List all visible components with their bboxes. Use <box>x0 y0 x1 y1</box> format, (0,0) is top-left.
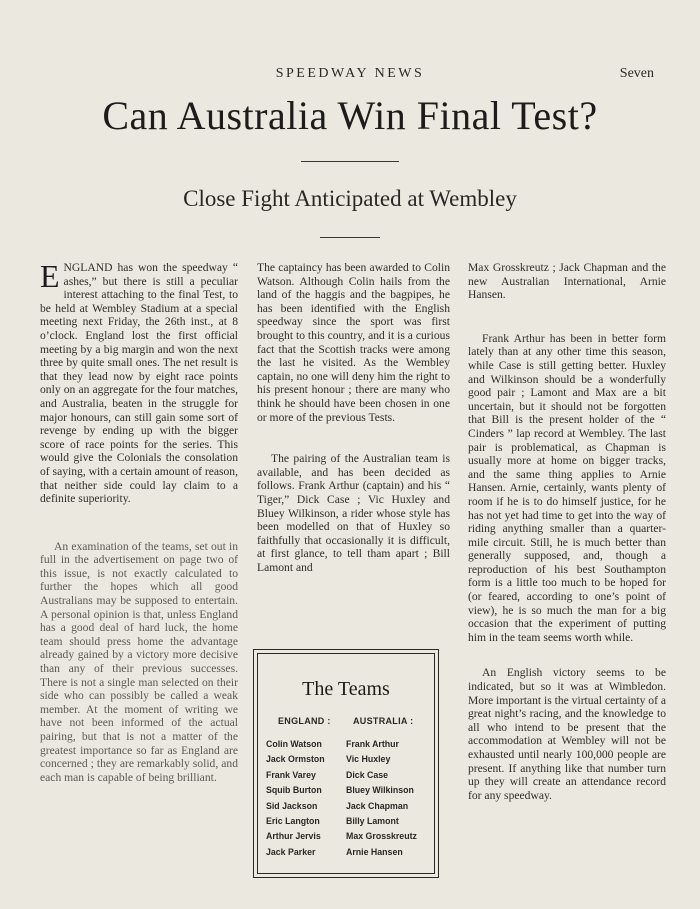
lead-in: NGLAND <box>63 261 113 274</box>
australia-rider: Dick Case <box>346 769 389 780</box>
column-3 <box>468 261 666 802</box>
subheadline: Close Fight Anticipated at Wembley <box>183 186 517 211</box>
australia-team-list <box>346 737 417 860</box>
column-3-paragraph-3: An English victory seems to be indicated, but so it was at Wimbledon. More important is the virtual certainty of a great night’s racing, and the knowledge to all who intend to be present that the accommodation at Wembley will not be exhausted until nearly 100,000 people are present. If anything like that number turn up they will create an attendance record for any speedway. <box>468 666 666 802</box>
england-rider: Jack Ormston <box>266 754 325 765</box>
australia-rider: Vic Huxley <box>346 754 391 765</box>
australia-rider: Billy Lamont <box>346 816 399 827</box>
england-rider: Eric Langton <box>266 816 320 827</box>
england-team-list <box>266 737 325 860</box>
england-rider: Sid Jackson <box>266 800 318 811</box>
england-rider: Arthur Jervis <box>266 831 321 842</box>
column-2 <box>257 261 450 574</box>
column-2-paragraph-1: The captaincy has been awarded to Colin Watson. Although Colin hails from the land of the haggis and the bagpipes, he has been identified with the English speedway since the sport was first brought to this country, and it is a curious fact that the Scottish tracks were among the last he visited. As the Wembley captain, no one will deny him the right to his present honour ; there are many who think he should have been chosen in one or more of the previous Tests. <box>257 261 450 424</box>
page-number: Seven <box>619 66 654 81</box>
column-2-paragraph-2: The pairing of the Australian team is available, and has been decided as follows. Frank Arthur (captain) and his “ Tiger,” Dick Case ; Vic Huxley and Bluey Wilkinson, a rider whose style has been modelled on that of Huxley so faithfully that occasionally it is difficult, at first glance, to tell tham apart ; Bill Lamont and <box>257 452 450 574</box>
australia-rider: Max Grosskreutz <box>346 831 417 842</box>
england-rider: Jack Parker <box>266 846 316 857</box>
australia-rider: Arnie Hansen <box>346 846 403 857</box>
england-header: ENGLAND : <box>278 716 331 726</box>
column-3-paragraph-1: Max Grosskreutz ; Jack Chapman and the new Australian International, Arnie Hansen. <box>468 261 666 302</box>
australia-rider: Bluey Wilkinson <box>346 785 414 796</box>
drop-cap: E <box>40 258 60 294</box>
running-head: SPEEDWAY NEWS <box>275 66 425 81</box>
column-1 <box>40 258 238 784</box>
australia-header: AUSTRALIA : <box>353 716 414 726</box>
paragraph-text: has won the speedway “ ashes,” but there is still a peculiar interest attaching to the final Test, to be held at Wembley Stadium at a special meeting next Friday, the 26th inst., at 8 o’clock. England lost the first official meeting by a big margin and won the next three by quite small ones. The net result is that they lead now by eight race points only on an aggregate for the four matches, and Australia, beaten in the struggle for major honours, can still gain some sort of revenge by ending up with the bigger score of race points for the series. This would give the Colonials the consolation of saying, with a certain amount of reason, that neither side could lay claim to a definite superiority. <box>40 261 238 506</box>
column-3-paragraph-2: Frank Arthur has been in better form lately than at any other time this season, while Case is still getting better. Huxley and Wilkinson should be a wonderfully good pair ; Lamont and Max are a bit uncertain, but it should not be forgotten that Bill is the present holder of the “ Cinders ” lap record at Wembley. The last pair is problematical, as Chapman is usually more at home on bigger tracks, and the same thing applies to Arnie Hansen. Arnie, certainly, wants plenty of room if he is to do himself justice, for he has not yet had time to get into the way of riding anything smaller than a quarter-mile circuit. Still, he is much better than generally supposed, and, though a reproduction of his best Southampton form is a little too much to be hoped for (or feared, according to one’s point of view), he is so much the man for a big occasion that the experiment of putting him in the team seems worth while. <box>468 331 666 644</box>
england-rider: Frank Varey <box>266 769 316 780</box>
column-1-paragraph-1 <box>40 258 238 506</box>
subheadline-rule <box>320 237 380 238</box>
teams-box <box>253 649 439 878</box>
column-1-paragraph-2: An examination of the teams, set out in full in the advertisement on page two of this issue, is not exactly calculated to further the hopes which all good Australians may be supposed to entertain. A personal opinion is that, unless England has a good deal of hard luck, the home team should press home the advantage already gained by a victory more decisive than any of their previous successes. There is not a single man selected on their side who can possibly be called a weak member. At the moment of writing we have not been informed of the actual pairing, but that is not a matter of the greatest importance so far as England are concerned ; they are remarkably solid, and each man is capable of being brilliant. <box>40 539 238 784</box>
teams-box-inner-border <box>257 653 435 874</box>
england-rider: Colin Watson <box>266 739 322 749</box>
australia-rider: Frank Arthur <box>346 739 399 749</box>
australia-rider: Jack Chapman <box>346 800 409 811</box>
headline: Can Australia Win Final Test? <box>102 93 598 138</box>
england-rider: Squib Burton <box>266 785 322 796</box>
headline-rule <box>301 161 399 162</box>
teams-title: The Teams <box>302 678 390 700</box>
